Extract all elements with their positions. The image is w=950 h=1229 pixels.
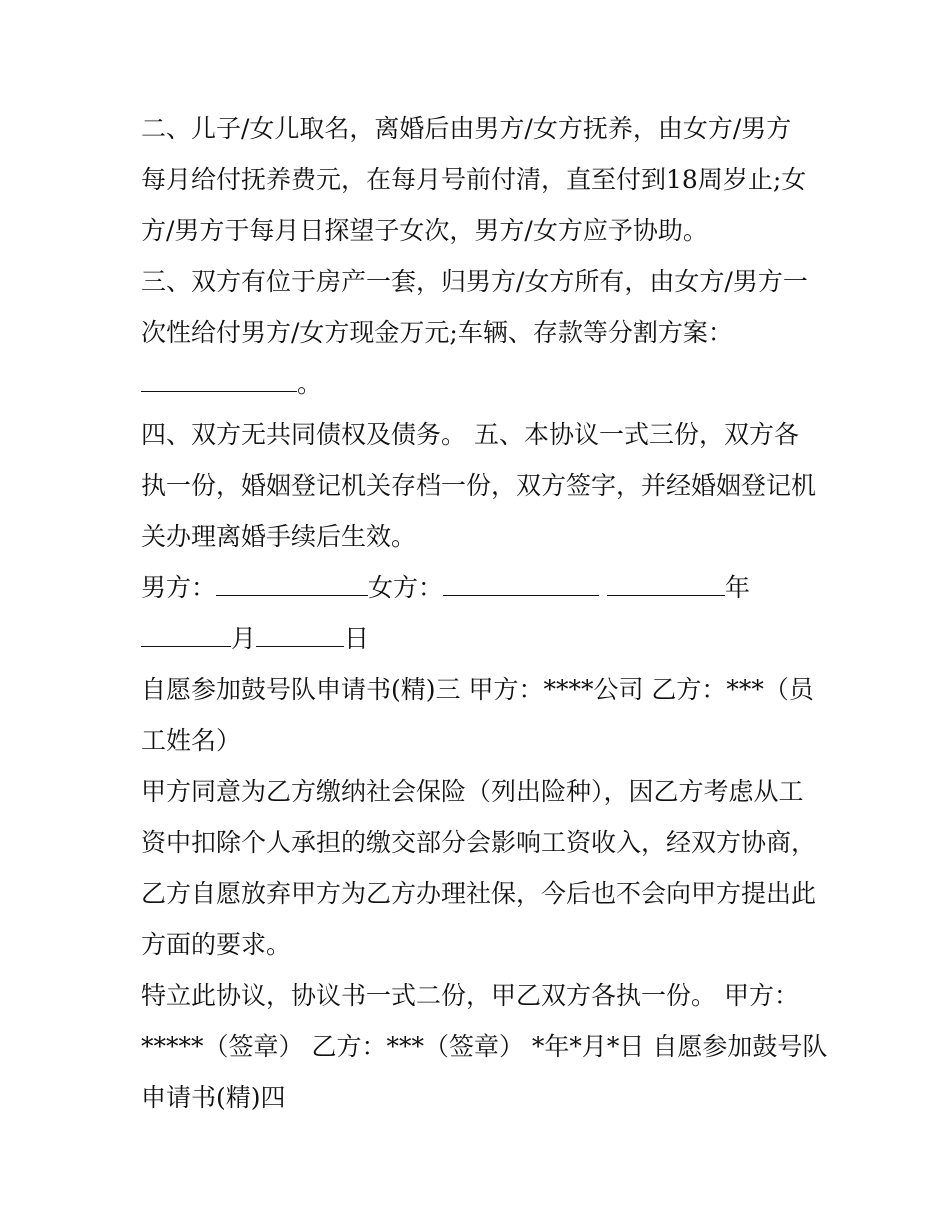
text-line	[141, 358, 821, 409]
text-line: 自愿参加鼓号队申请书(精)三 甲方：****公司 乙方：***（员	[141, 675, 814, 704]
period-mark: 。	[297, 369, 323, 398]
text-line: 四、双方无共同债权及债务。 五、本协议一式三份，双方各	[141, 420, 799, 449]
month-blank	[141, 616, 231, 647]
fill-in-blank	[141, 361, 297, 392]
signature-line	[141, 562, 821, 613]
text-line: 次性给付男方/女方现金万元;车辆、存款等分割方案：	[141, 318, 733, 347]
day-label: 日	[344, 624, 370, 653]
text-line: 执一份，婚姻登记机关存档一份，双方签字，并经婚姻登记机	[141, 471, 817, 500]
section-four-five	[141, 409, 821, 562]
month-label: 月	[231, 624, 257, 653]
text-line: 资中扣除个人承担的缴交部分会影响工资收入，经双方协商，	[141, 828, 817, 857]
text-line: 乙方自愿放弃甲方为乙方办理社保，今后也不会向甲方提出此	[141, 879, 817, 908]
text-line: 二、儿子/女儿取名，离婚后由男方/女方抚养，由女方/男方	[141, 114, 792, 143]
text-line: 工姓名）	[141, 726, 242, 755]
section-three	[141, 256, 821, 409]
document-body	[141, 103, 828, 1123]
text-line: 每月给付抚养费元，在每月号前付清，直至付到18周岁止;女	[141, 165, 807, 194]
male-signature-blank	[216, 565, 368, 596]
text-line: 三、双方有位于房产一套，归男方/女方所有，由女方/男方一	[141, 267, 808, 296]
application-three-header	[141, 664, 821, 766]
closing-block	[141, 970, 828, 1123]
year-label: 年	[724, 573, 750, 602]
female-signature-blank	[443, 565, 599, 596]
year-blank	[607, 565, 725, 596]
date-line	[141, 613, 821, 664]
text-line: 方面的要求。	[141, 930, 292, 959]
signature-block	[141, 562, 821, 664]
section-two	[141, 103, 821, 256]
text-line: *****（签章） 乙方：***（签章） *年*月*日 自愿参加鼓号队	[141, 1032, 828, 1061]
text-line: 关办理离婚手续后生效。	[141, 522, 417, 551]
text-line: 申请书(精)四	[141, 1083, 286, 1112]
day-blank	[256, 616, 344, 647]
text-line: 甲方同意为乙方缴纳社会保险（列出险种），因乙方考虑从工	[141, 777, 804, 806]
text-line: 特立此协议，协议书一式二份，甲乙双方各执一份。 甲方：	[141, 981, 799, 1010]
male-label: 男方：	[141, 573, 217, 602]
female-label: 女方：	[368, 573, 444, 602]
text-line: 方/男方于每月日探望子女次，男方/女方应予协助。	[141, 216, 708, 245]
agreement-body	[141, 766, 821, 970]
